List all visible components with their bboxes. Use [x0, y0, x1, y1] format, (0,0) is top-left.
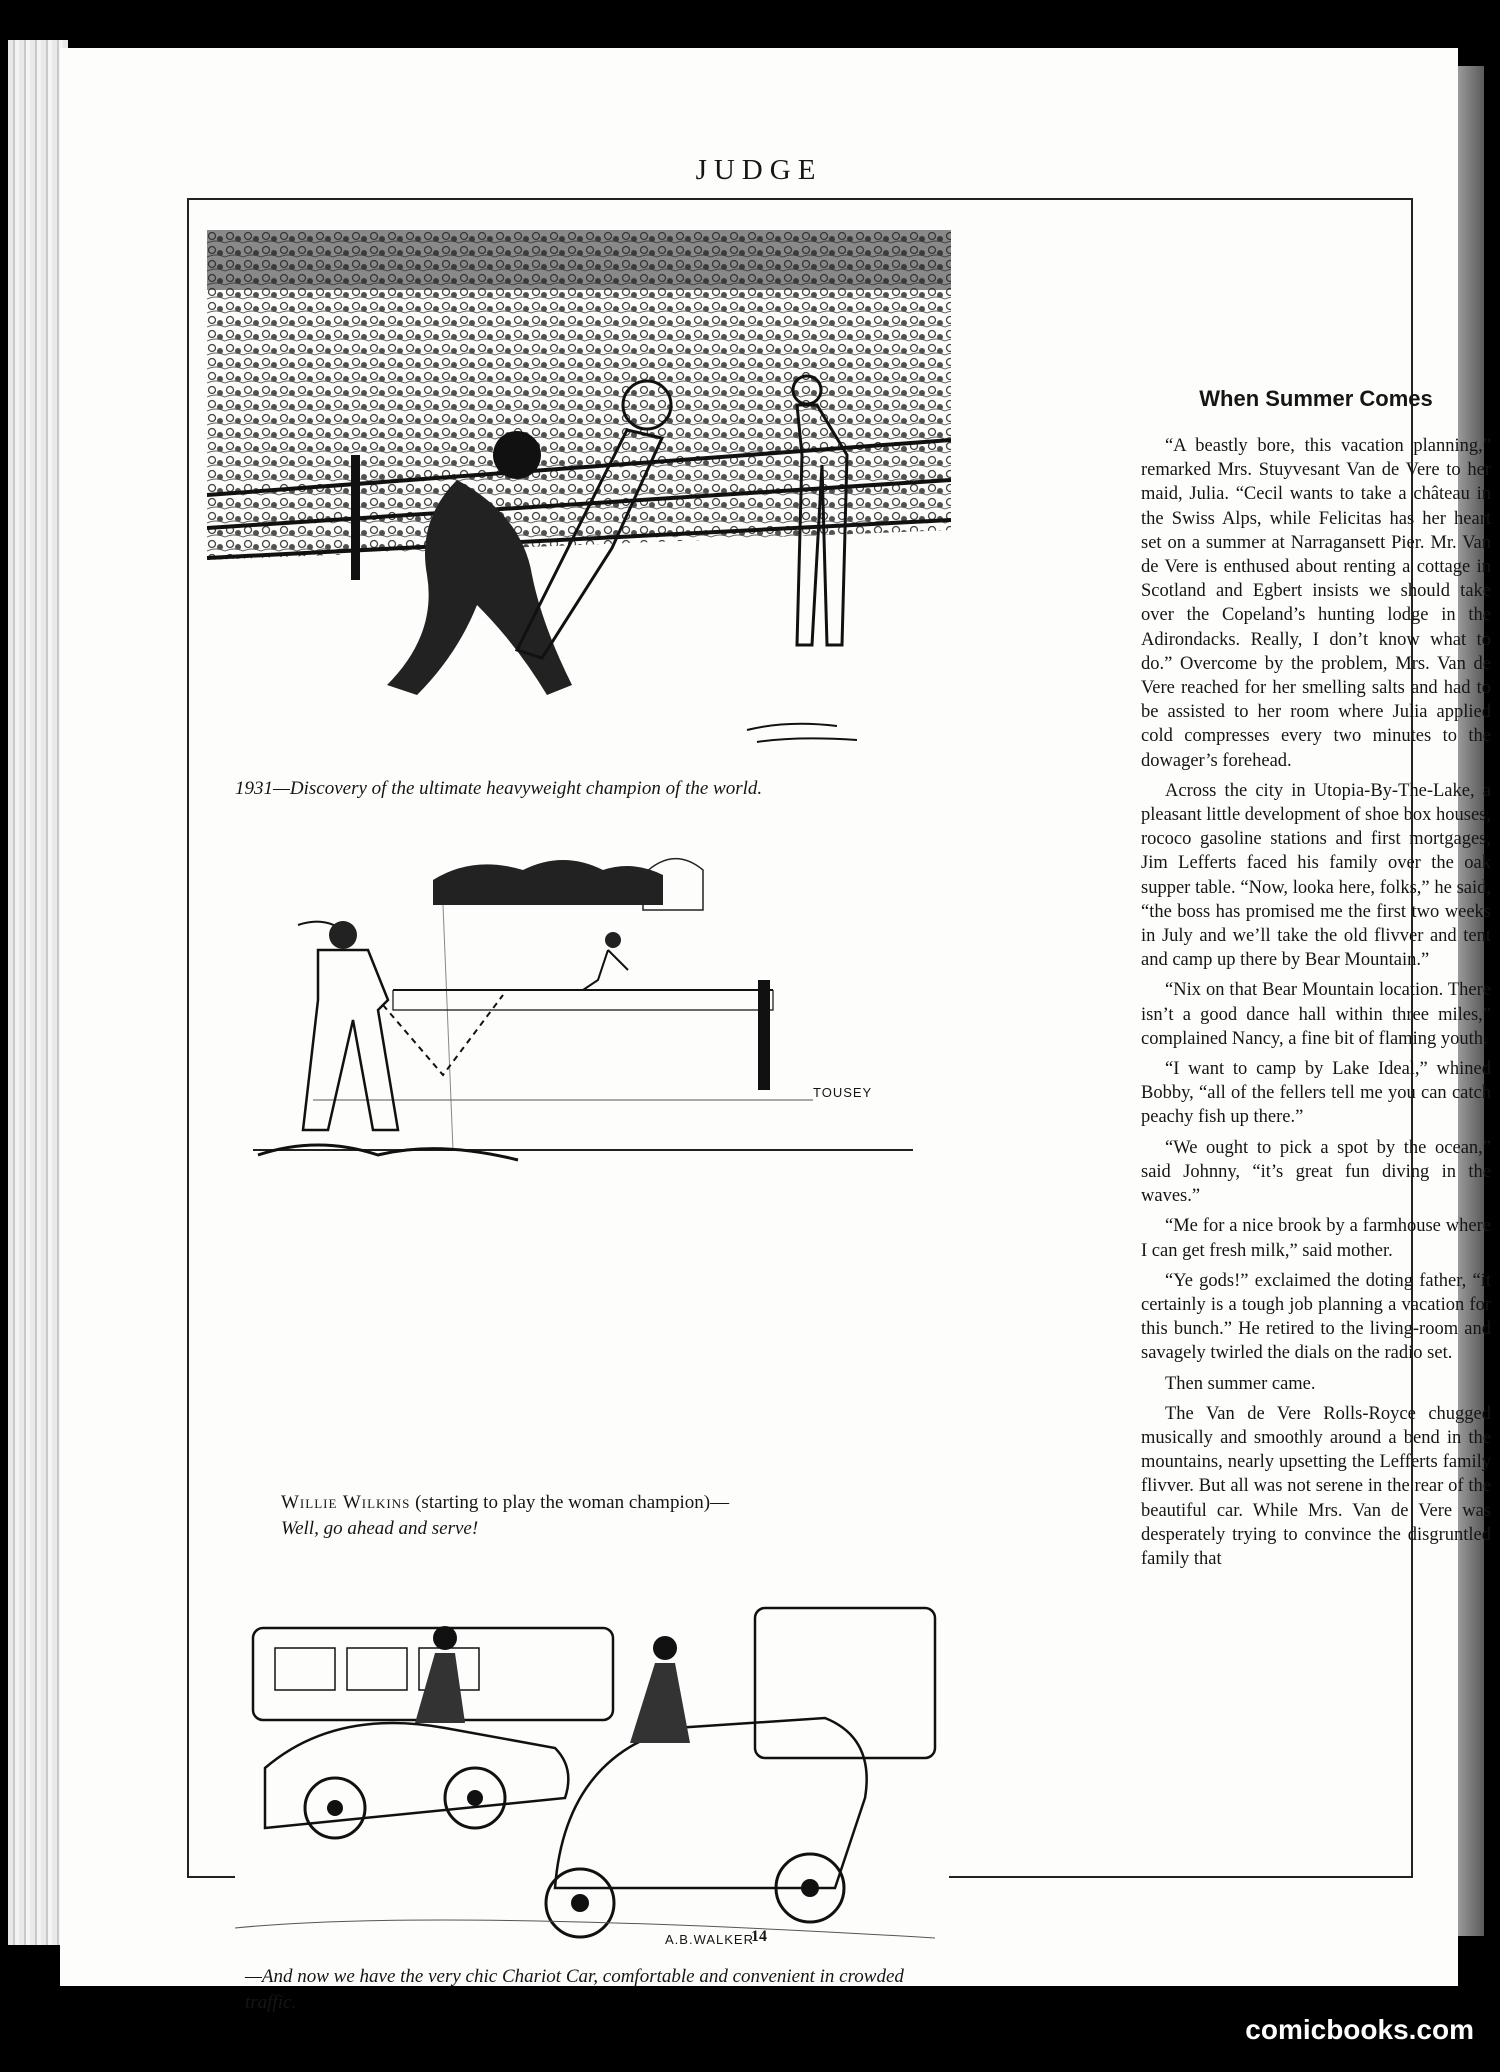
- boxing-caption-text: —Discovery of the ultimate heavyweight champion of the world.: [273, 778, 763, 799]
- magazine-page: [60, 48, 1491, 2013]
- tennis-caption-aside: (starting to play the woman champion)—: [415, 1492, 730, 1513]
- car-signature: A.B.WALKER: [665, 1932, 754, 1947]
- boxing-caption-year: 1931: [235, 778, 273, 799]
- car-cartoon: [235, 1588, 949, 1956]
- article-paragraph: “Ye gods!” exclaimed the doting father, “it certainly is a tough job planning a vacation for this bunch.” He retired to the living-room and savagely twirled the dials on the radio set.: [1141, 1270, 1491, 1364]
- article-paragraph: “Me for a nice brook by a farmhouse where I can get fresh milk,” said mother.: [1141, 1216, 1491, 1261]
- tennis-caption: [281, 1490, 951, 1542]
- tennis-caption-quote: Well, go ahead and serve!: [281, 1518, 479, 1539]
- tennis-caption-name: Willie Wilkins: [281, 1492, 411, 1513]
- page-number: 14: [751, 1928, 767, 1945]
- article-paragraph: Across the city in Utopia-By-The-Lake, a pleasant little development of shoe box houses, rococo gasoline stations and first mortgages, Jim Lefferts faced his family over the oak supper table. “Now, looka here, folks,” he said, “the boss has promised me the first two weeks in July and we’ll take the old flivver and tent and camp up there by Bear Mountain.”: [1141, 780, 1491, 971]
- article-paragraph: “Nix on that Bear Mountain location. There isn’t a good dance hall within three miles,” complained Nancy, a fine bit of flaming youth.: [1141, 980, 1491, 1049]
- tennis-cartoon: [213, 850, 949, 1172]
- masthead: JUDGE: [695, 154, 823, 186]
- article-paragraph: “I want to camp by Lake Ideal,” whined Bobby, “all of the fellers tell me you can catch peachy fish up there.”: [1141, 1059, 1491, 1128]
- car-caption: —And now we have the very chic Chariot Car, comfortable and convenient in crowded traffic.: [245, 1966, 904, 2013]
- site-watermark: comicbooks.com: [1245, 2014, 1474, 2045]
- article-paragraph: “We ought to pick a spot by the ocean,” said Johnny, “it’s great fun diving in the waves.”: [1141, 1137, 1491, 1207]
- tennis-signature: TOUSEY: [813, 1085, 873, 1100]
- book-page-edges: [8, 40, 68, 1945]
- article-paragraph: The Van de Vere Rolls-Royce chugged musically and smoothly around a bend in the mountains, nearly upsetting the Lefferts family flivver. But all was not serene in the rear of the beautiful car. While Mrs. Van de Vere was desperately trying to convince the disgruntled family that: [1141, 1403, 1491, 1569]
- article-column: [1141, 386, 1491, 1577]
- boxing-caption: [235, 776, 951, 802]
- tennis-illustration: [213, 850, 949, 1172]
- article-paragraph: “A beastly bore, this vacation planning,” remarked Mrs. Stuyvesant Van de Vere to her maid, Julia. “Cecil wants to take a château in the Swiss Alps, while Felicitas has her heart set on a summer at Narragansett Pier. Mr. Van de Vere is enthused about renting a cottage in Scotland and Egbert insists we should take over the Copeland’s hunting lodge in the Adirondacks. Really, I don’t know what to do.” Overcome by the problem, Mrs. Van de Vere reached for her smelling salts and had to be assisted to her room where Julia applied cold compresses every two minutes to the dowager’s forehead.: [1141, 436, 1491, 771]
- car-illustration: [235, 1588, 949, 1956]
- article-title: When Summer Comes: [1199, 386, 1433, 411]
- boxing-cartoon: [207, 230, 951, 758]
- article-paragraph: Then summer came.: [1165, 1373, 1316, 1394]
- boxing-illustration: [207, 230, 951, 758]
